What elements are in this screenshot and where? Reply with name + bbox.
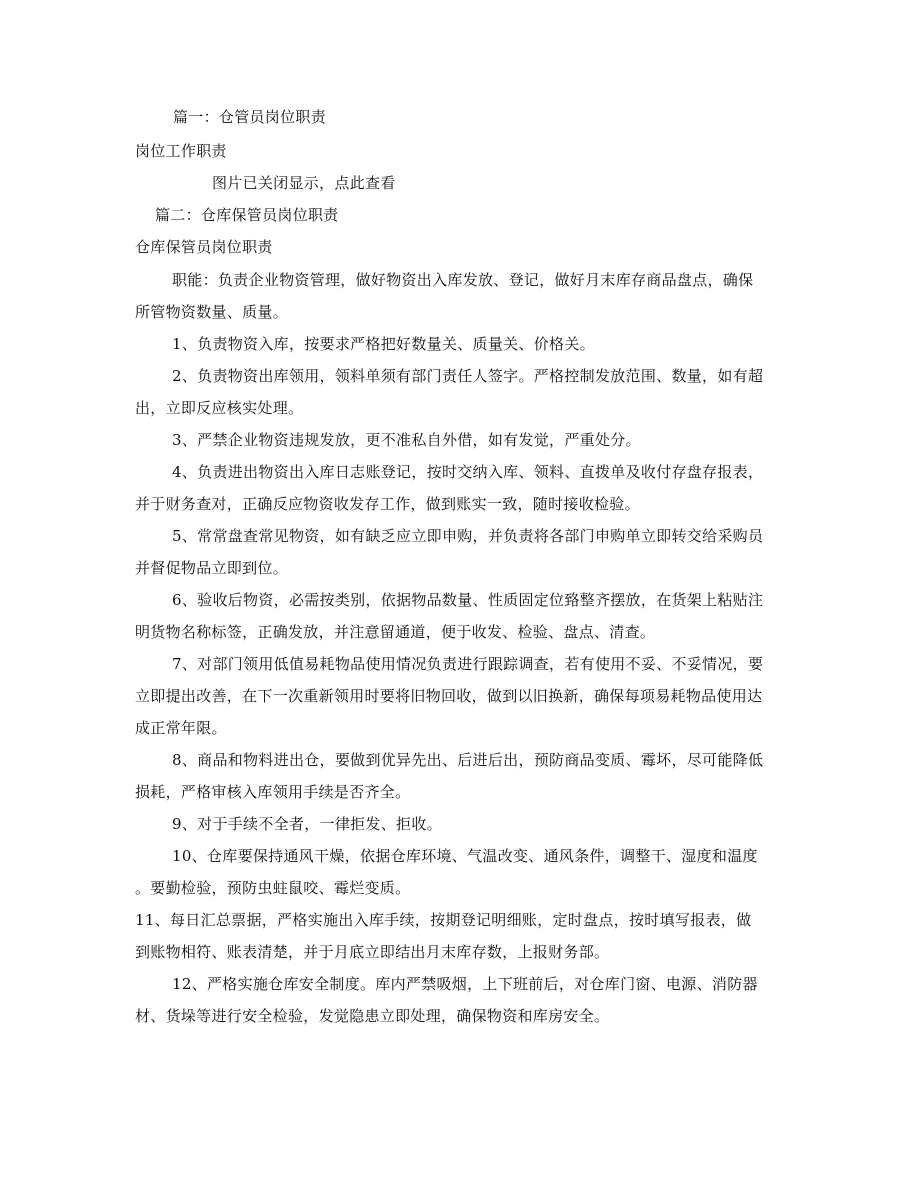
text-line: 成正常年限。 bbox=[135, 719, 227, 737]
text-line: 3、严禁企业物资违规发放，更不准私自外借，如有发觉，严重处分。 bbox=[172, 431, 641, 449]
text-line: 所管物资数量、质量。 bbox=[135, 303, 289, 321]
text-line: 8、商品和物料进出仓，要做到优异先出、后进后出，预防商品变质、霉坏，尽可能降低 bbox=[172, 751, 764, 769]
image-placeholder-link[interactable]: 图片已关闭显示，点此查看 bbox=[212, 174, 396, 192]
text-line: 4、负责进出物资出入库日志账登记，按时交纳入库、领料、直拨单及收付存盘存报表， bbox=[172, 463, 764, 481]
duties-body bbox=[135, 264, 763, 1032]
text-line: 立即提出改善，在下一次重新领用时要将旧物回收，做到以旧换新，确保每项易耗物品使用达 bbox=[135, 687, 763, 705]
subheading-job-duties: 岗位工作职责 bbox=[135, 142, 227, 160]
text-line: 2、负责物资出库领用，领料单须有部门责任人签字。严格控制发放范围、数量，如有超 bbox=[172, 367, 764, 385]
text-line: 7、对部门领用低值易耗物品使用情况负责进行跟踪调查，若有使用不妥、不妥情况，要 bbox=[172, 655, 764, 673]
text-line: 明货物名称标签，正确发放，并注意留通道，便于收发、检验、盘点、清查。 bbox=[135, 623, 656, 641]
subheading-keeper-duties: 仓库保管员岗位职责 bbox=[135, 238, 273, 256]
text-line: 5、常常盘查常见物资，如有缺乏应立即申购，并负责将各部门申购单立即转交给采购员 bbox=[172, 527, 764, 545]
text-line: 材、货垛等进行安全检验，发觉隐患立即处理，确保物资和库房安全。 bbox=[135, 1007, 610, 1025]
text-line: 1、负责物资入库，按要求严格把好数量关、质量关、价格关。 bbox=[172, 335, 595, 353]
text-line: 6、验收后物资，必需按类别，依据物品数量、性质固定位臵整齐摆放，在货架上粘贴注 bbox=[172, 591, 764, 609]
text-line: 12、严格实施仓库安全制度。库内严禁吸烟，上下班前后，对仓库门窗、电源、消防器 bbox=[172, 975, 758, 993]
text-line: 9、对于手续不全者，一律拒发、拒收。 bbox=[172, 815, 442, 833]
text-line: 到账物相符、账表清楚，并于月底立即结出月末库存数，上报财务部。 bbox=[135, 943, 610, 961]
heading-part-two: 篇二：仓库保管员岗位职责 bbox=[155, 206, 339, 224]
text-line: 10、仓库要保持通风干燥，依据仓库环境、气温改变、通风条件，调整干、湿度和温度 bbox=[172, 847, 758, 865]
text-line: 并督促物品立即到位。 bbox=[135, 559, 289, 577]
text-line: 出，立即反应核实处理。 bbox=[135, 399, 304, 417]
text-line: 。要勤检验，预防虫蛀鼠咬、霉烂变质。 bbox=[135, 879, 411, 897]
text-line: 损耗，严格审核入库领用手续是否齐全。 bbox=[135, 783, 411, 801]
text-line: 11、每日汇总票据，严格实施出入库手续，按期登记明细账，定时盘点，按时填写报表，做 bbox=[135, 911, 752, 929]
heading-part-one: 篇一：仓管员岗位职责 bbox=[173, 108, 327, 126]
text-line: 职能：负责企业物资管理，做好物资出入库发放、登记，做好月末库存商品盘点，确保 bbox=[172, 271, 754, 289]
text-line: 并于财务查对，正确反应物资收发存工作，做到账实一致，随时接收检验。 bbox=[135, 495, 640, 513]
